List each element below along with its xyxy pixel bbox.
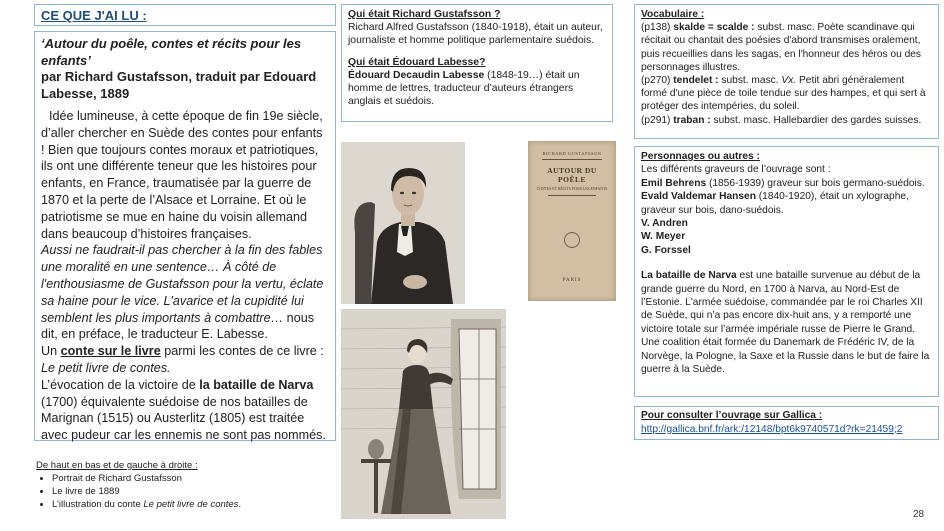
gallica-heading: Pour consulter l’ouvrage sur Gallica : [641,410,823,421]
authors-box [341,4,613,122]
conte-illustration-image [341,309,506,519]
vocabulary-heading: Vocabulaire : [641,9,705,20]
people-heading: Personnages ou autres : [641,151,760,162]
engravers-intro: Les différents graveurs de l’ouvrage sont : [641,164,831,176]
cover-author: RICHARD GUSTAFSSON [542,151,602,156]
narva-text: est une bataille survenue au début de la grande guerre du Nord, en 1700 à Narva, au Nord-Est de l’Estonie. L'armée suédoise, commandée par le roi Charles XII de Suède, qui n’a pas encore dix-huit ans, y a remporté une victoire totale sur l’armée impériale russe de Pierre le Grand. Une coalition était formée du Danemark de Frédéric IV, de la Norvège, la Pologne, la Saxe et la Russie dans le but de faire la guerre à la Suède. [641,270,930,376]
vocab-def: Petit abri généralement formé d'une pièce de toile tendue sur des hampes, et qui sert à protéger des intempéries, du soleil. [641,75,926,113]
engraver [641,190,932,217]
vocab-abbr: Vx. [781,75,797,87]
gallica-box [634,406,939,440]
conte-text-mid: parmi les contes de ce livre : [160,344,324,359]
engraver-name: Evald Valdemar Hansen [641,191,756,203]
credit-item: • Portrait de Richard Gustafsson [52,472,336,485]
battle-name: la bataille de Narva [199,377,314,392]
battle-text: L’évocation de la victoire de [41,377,200,392]
preface-quote: Aussi ne faudrait-il pas chercher à la fin des fables une moralité en une sentence… À côté de l'enthousiasme de Gustafsson pour la vertu, éclate sa haine pour le vice. L'avarice et la cupidité lui semblent les plus importants à combattre… [41,243,324,325]
quote-attribution: nous dit, en préface, le traducteur E. Labesse. [41,310,314,342]
vocab-ref: (p270) [641,75,674,87]
vocabulary-box [634,4,939,139]
conte-link: conte sur le livre [60,344,161,359]
vocab-entry [641,74,932,114]
credit-item [52,498,336,511]
quote-paragraph [41,242,329,343]
credits-list [36,472,336,511]
engraver-name: Emil Behrens [641,177,707,189]
vocab-def: subst. masc. Poète scandinave qui récitait ou chantait des poésies d'abord transmises oralement, puis recueillies dans les sagas, en l'honneur des héros ou des personnages illustres. [641,22,922,73]
question-gustafsson: Qui était Richard Gustafsson ? [348,9,501,20]
vocab-term: traban : [673,114,711,126]
answer-labesse [348,69,606,109]
narva-paragraph [641,269,932,376]
vocab-def: subst. masc. [718,75,782,87]
credit-text: . [238,499,242,510]
labesse-name: Édouard Decaudin Labesse [348,69,485,81]
engraver-name: V. Andren [641,218,688,230]
page-number: 28 [913,509,925,520]
vocab-ref: (p291) [641,114,674,126]
credit-title: Le petit livre de contes [143,499,239,510]
vocab-entry [641,21,932,74]
vocab-term: tendelet : [673,75,719,87]
vocab-def: subst. masc. Hallebardier des gardes suisses. [710,114,922,126]
cover-publisher: PARIS [562,278,582,283]
book-heading [41,36,329,102]
engraver-name: W. Meyer [641,231,686,243]
main-text-box [34,31,336,441]
answer-gustafsson: Richard Alfred Gustafsson (1840-1918), était un auteur, journaliste et homme politique parlementaire suédois. [348,22,603,47]
conte-title: Le petit livre de contes. [41,360,171,375]
engraver-name: G. Forssel [641,244,691,256]
portrait-gustafsson-image [341,142,465,304]
narva-name: La bataille de Narva [641,270,737,282]
credit-item: • Le livre de 1889 [52,485,336,498]
book-author: par Richard Gustafsson, traduit par Edouard Labesse, 1889 [41,69,317,101]
vocab-term: skalde = scalde : [673,22,755,34]
people-box [634,146,939,397]
section-title: CE QUE J'AI LU : [41,8,147,23]
battle-paragraph [41,377,329,444]
labesse-bio: (1848-19…) était un homme de lettres, traducteur d’auteurs étrangers anglais et suédois. [348,69,580,108]
credits-heading: De haut en bas et de gauche à droite : [36,460,198,471]
gallica-link[interactable]: http://gallica.bnf.fr/ark:/12148/bpt6k9740571d?rk=21459;2 [641,423,903,435]
credit-text: L’illustration du conte [52,499,144,510]
cover-title: AUTOUR DU POÊLE [547,166,597,184]
vocab-ref: (p138) [641,22,674,34]
cover-subtitle: CONTES ET RÉCITS POUR LES ENFANTS [536,187,608,191]
conte-paragraph [41,343,329,377]
engraver-bio: (1840-1920), était un xylographe, graveur sur bois, dano-suédois. [641,191,909,216]
intro-paragraph: Idée lumineuse, à cette époque de fin 19e siècle, d’aller chercher en Suède des contes pour enfants ! Bien que toujours contes moraux et patriotiques, ils ont une différente teneur que les histoires pour enfants, en France, traumatisée par la guerre de 1870 et la perte de l’Alsace et Lorraine. Et où le patriotisme se mue en haine du voisin allemand dans beaucoup d’histoires françaises. [41,109,323,241]
battle-text-post: (1700) équivalente suédoise de nos batailles de Marignan (1515) ou Austerlitz (1805) est traitée avec pudeur car les ennemis ne sont pas nommés. [41,394,326,443]
engraver-bio: (1856-1939) graveur sur bois germano-suédois. [706,177,925,189]
conte-text: Un [41,344,61,359]
section-title-box [34,4,336,26]
engraver [641,177,932,190]
question-labesse: Qui était Édouard Labesse? [348,56,486,68]
book-cover-image [528,141,616,301]
vocab-entry [641,114,932,127]
image-credits [36,459,336,511]
cover-emblem [564,232,580,248]
book-title: ‘Autour du poêle, contes et récits pour les enfants’ [41,36,302,68]
